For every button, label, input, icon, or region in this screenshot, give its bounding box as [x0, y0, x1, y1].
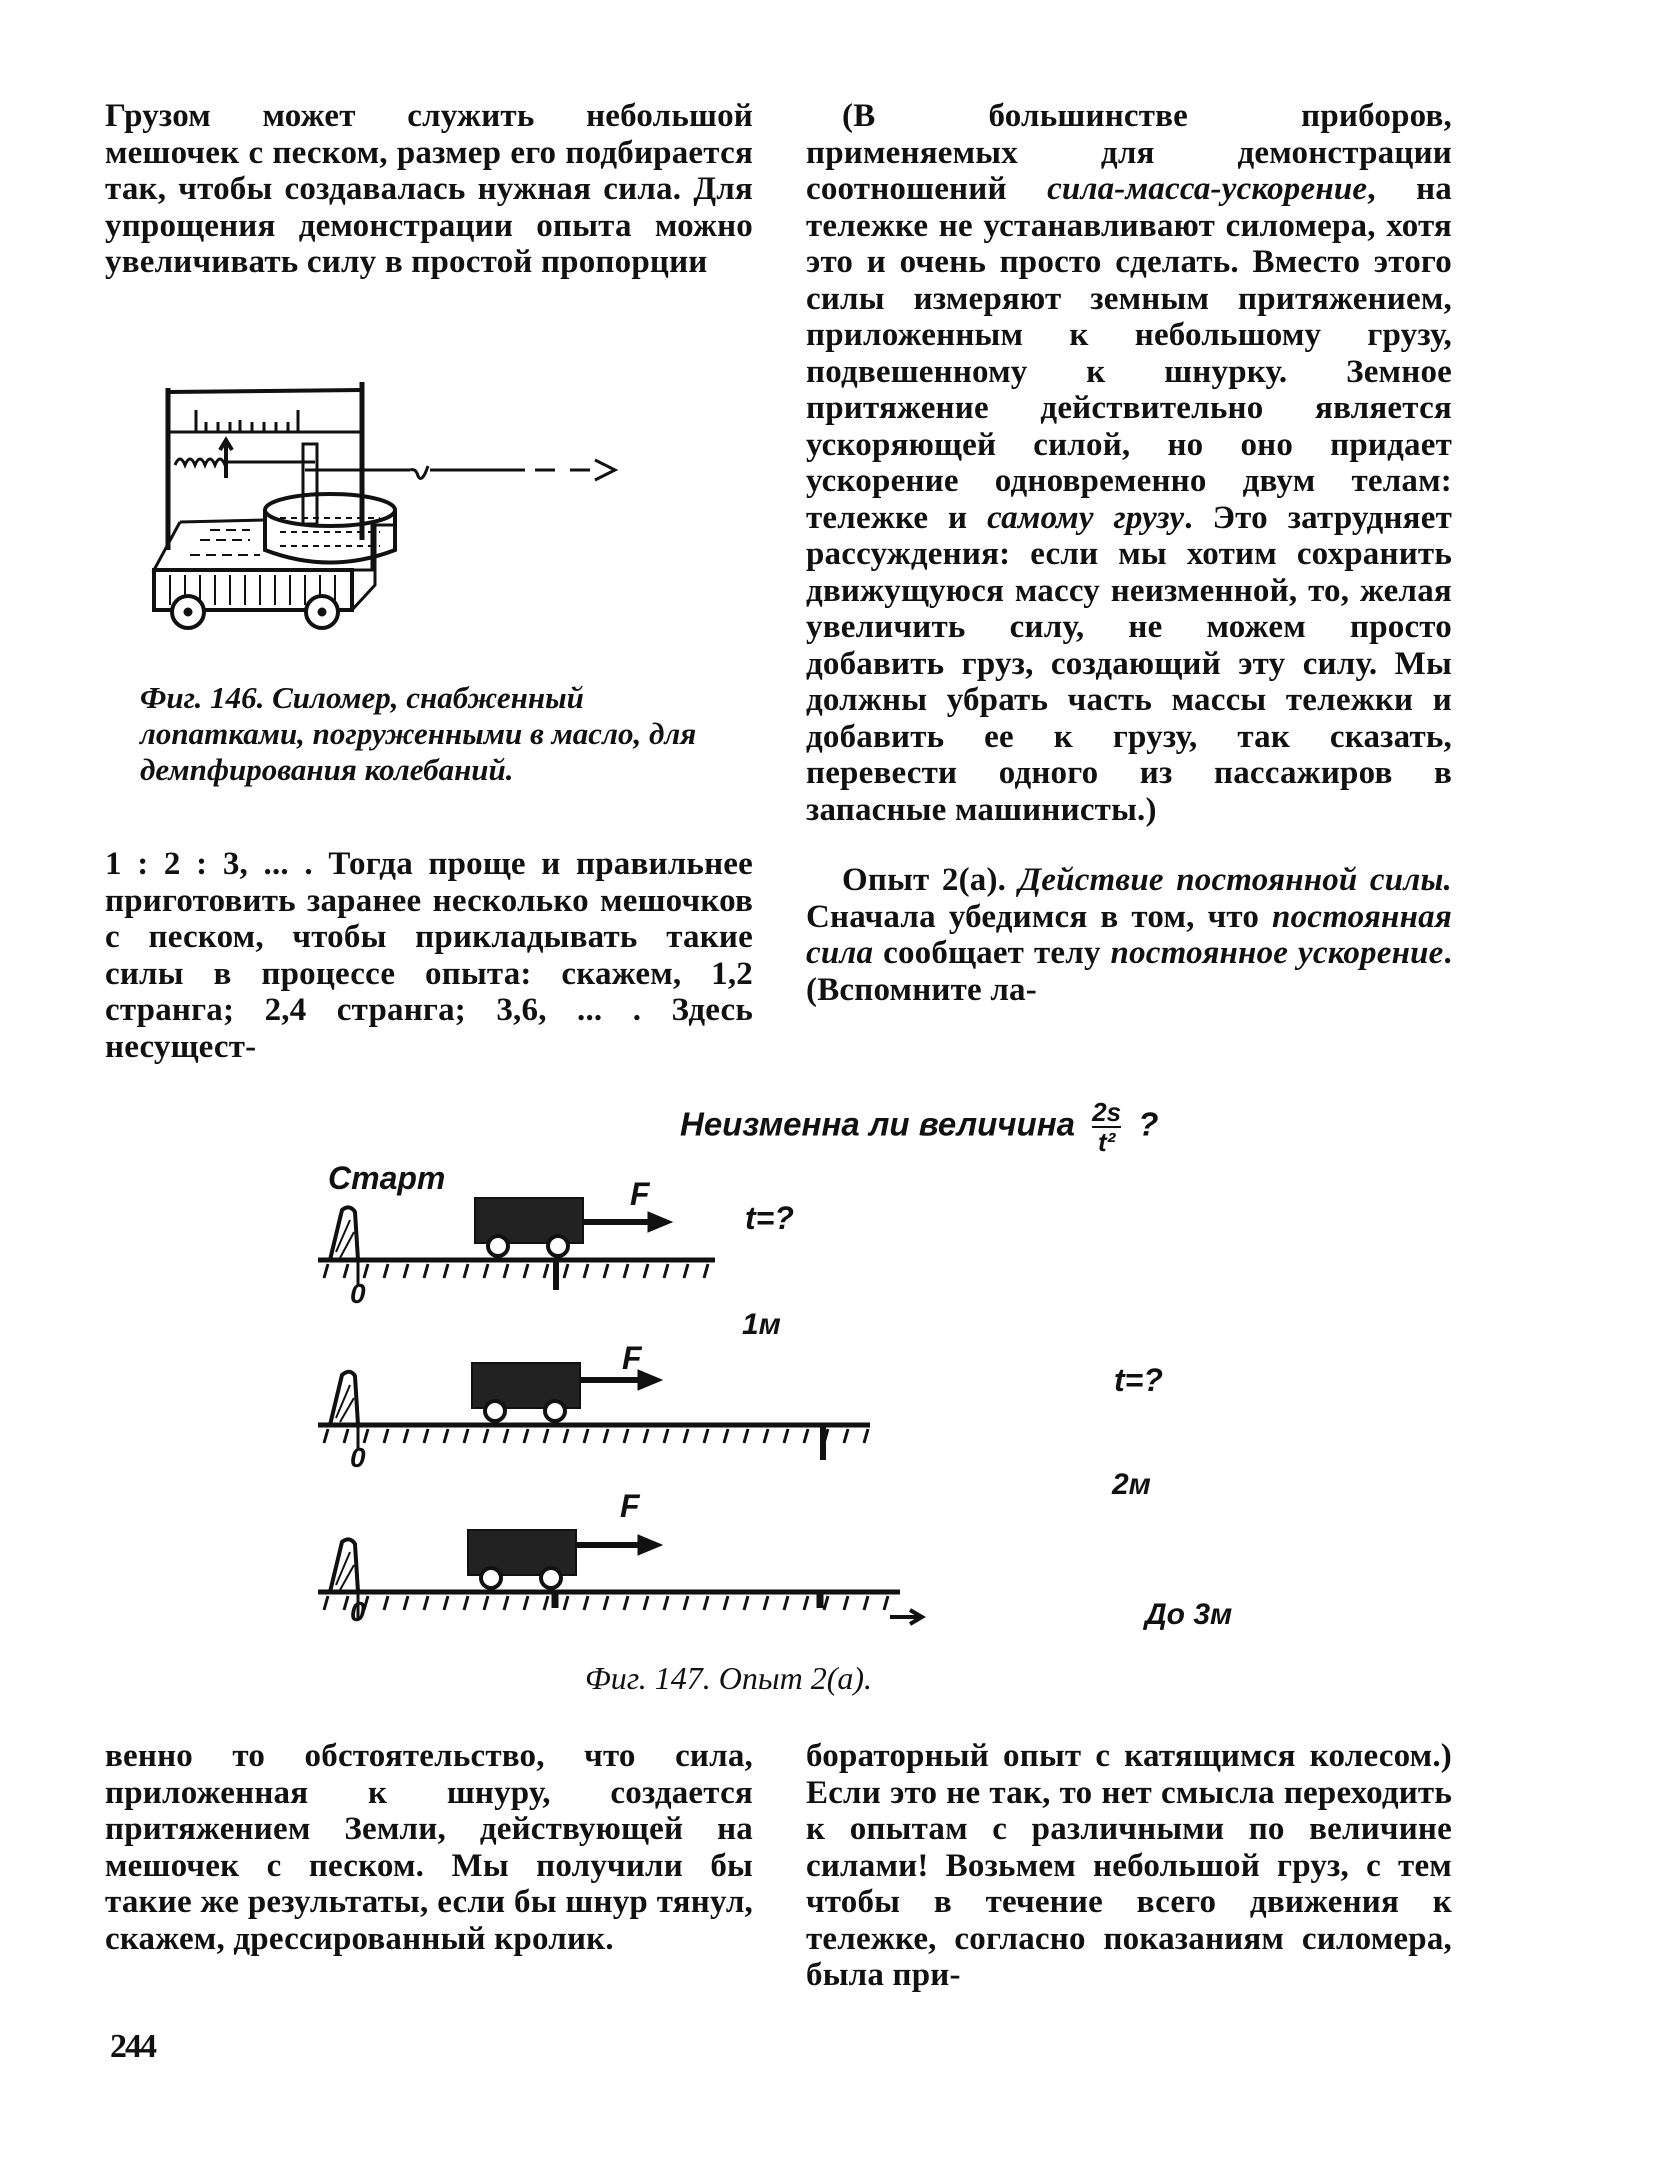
paragraph: бораторный опыт с катящимся колесом.) Если это не так, то нет смысла переходить к опытам с различными по величине силами! Возьмем небольшой груз, с тем чтобы в течение всего движения к тележке, согласно показаниям силомера, была при-: [806, 1738, 1452, 1993]
origin-label: 0: [350, 1442, 366, 1473]
left-column-top-text: [105, 98, 753, 281]
paragraph: венно то обстоятельство, что сила, приложенная к шнуру, создается притяжением Земли, действующей на мешочек с песком. Мы получили бы такие же результаты, если бы шнур тянул, скажем, дрессированный кролик.: [105, 1738, 753, 1957]
paragraph-experiment: Опыт 2(а). Действие постоянной силы. Сначала убедимся в том, что постоянная сила сообщает телу постоянное ускорение. (Вспомните ла-: [806, 862, 1452, 1008]
right-column-text: [806, 98, 1452, 1008]
left-column-middle-text: [105, 846, 753, 1065]
track-row-3: [318, 1530, 922, 1624]
force-arrow-icon: [638, 1535, 662, 1555]
force-arrow-icon: [648, 1212, 672, 1232]
page-number: 244: [110, 2028, 155, 2065]
paragraph-parenthetical: (В большинстве приборов, применяемых для демонстрации соотношений сила-масса-ускорение, на тележке не устанавливают силомера, хотя это и очень просто сделать. Вместо этого силы измеряют земным притяжением, приложенным к небольшому грузу, подвешенному к шнурку. Земное притяжение действительно является ускоряющей силой, но оно придает ускорение одновременно двум телам: тележке и самому грузу. Это затрудняет рассуждения: если мы хотим сохранить движущуюся массу неизменной, то, желая увеличить силу, не можем просто добавить груз, создающий эту силу. Мы должны убрать часть массы тележки и добавить ее к грузу, так сказать, перевести одного из пассажиров в запасные машинисты.): [806, 98, 1452, 828]
time-label: t=?: [1114, 1362, 1163, 1398]
force-label: F: [622, 1340, 642, 1376]
time-label: t=?: [745, 1200, 794, 1236]
distance-label: До 3м: [1145, 1598, 1233, 1631]
experiment-heading: Опыт 2(а).: [842, 862, 1007, 898]
left-column-bottom-text: [105, 1738, 753, 1957]
distance-label: 1м: [742, 1308, 781, 1341]
italic-term: сила-масса-ускорение: [1047, 171, 1368, 207]
paragraph: Грузом может служить небольшой мешочек с песком, размер его подбирается так, чтобы создавалась нужная сила. Для упрощения демонстрации опыта можно увеличивать силу в простой пропорции: [105, 98, 753, 280]
figure-147-question: Неизменна ли величина $\frac{2s}{\text{t²}}$ ?: [680, 1097, 1159, 1157]
experiment-title: Действие постоянной силы.: [1018, 862, 1452, 898]
paragraph: 1 : 2 : 3, ... . Тогда проще и правильнее приготовить заранее несколько мешочков с песком, чтобы прикладывать такие силы в процессе опыта: скажем, 1,2 странга; 2,4 странга; 3,6, ... . Здесь несущест-: [105, 846, 753, 1065]
force-label: F: [630, 1176, 650, 1212]
continue-arrow-icon: [890, 1610, 922, 1624]
figure-147-caption: Фиг. 147. Опыт 2(а).: [585, 1660, 872, 1696]
figure-146-caption: Фиг. 146. Силомер, снабженный лопатками, погруженными в масло, для демпфирования колебаний.: [140, 680, 697, 787]
italic-term: самому грузу: [987, 499, 1185, 536]
force-label: F: [620, 1488, 640, 1524]
track-row-2: [318, 1363, 870, 1460]
right-column-bottom-text: [806, 1738, 1452, 1994]
origin-label: 0: [350, 1596, 366, 1627]
distance-label: 2м: [1112, 1468, 1151, 1501]
track-row-1: [318, 1198, 715, 1290]
origin-label: 0: [350, 1278, 366, 1309]
fraction: $\frac{2s}{\text{t²}}$: [1092, 1097, 1122, 1157]
cart-with-spring-balance-icon: [154, 382, 615, 628]
figure-146-cart-dynamometer: [140, 360, 740, 660]
start-label: Старт: [328, 1160, 446, 1196]
